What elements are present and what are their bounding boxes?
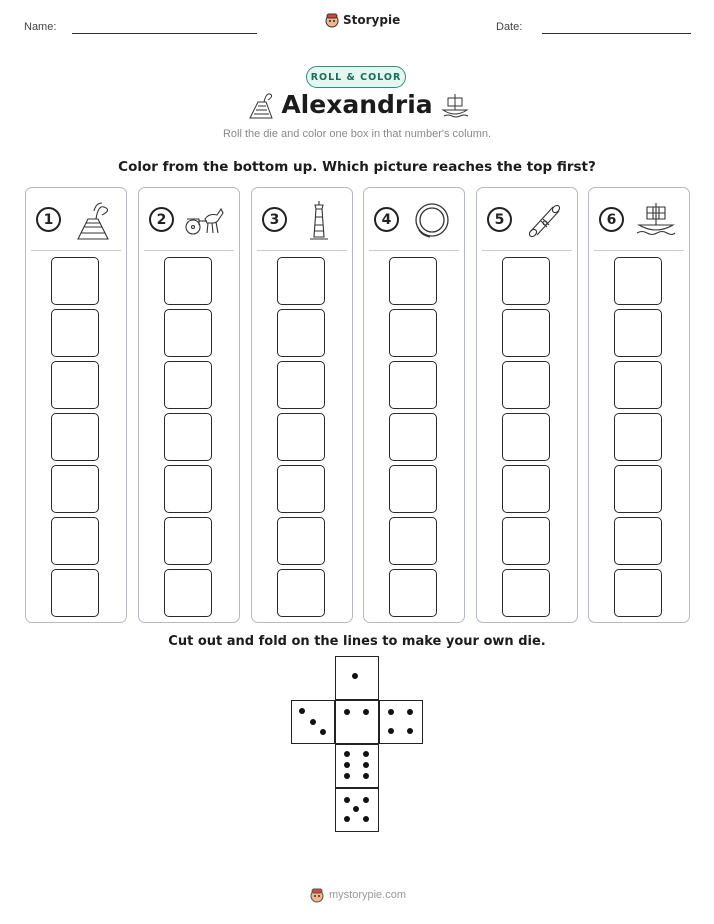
die-pip [310,719,316,725]
color-box[interactable] [164,361,212,409]
column-divider [257,250,347,251]
die-pip [344,762,350,768]
die-pip [344,816,350,822]
subtitle: Roll the die and color one box in that number's column. [222,128,492,140]
brand-name: Storypie [343,13,401,27]
die-pip [344,751,350,757]
color-box[interactable] [502,361,550,409]
footer-url[interactable]: mystorypie.com [329,889,407,901]
horse-chariot-icon [183,197,229,243]
storypie-mascot-icon [309,887,325,903]
die-pip [299,708,305,714]
page-title: Alexandria [281,90,433,119]
color-box[interactable] [502,413,550,461]
column-divider [31,250,121,251]
color-box[interactable] [389,413,437,461]
column-5 [476,187,578,623]
color-box[interactable] [277,257,325,305]
die-pip [352,673,358,679]
storypie-mascot-icon [324,12,340,28]
brand-logo [324,12,400,28]
color-box[interactable] [614,413,662,461]
color-box[interactable] [51,361,99,409]
footer [309,887,406,903]
die-face-2[interactable] [291,700,335,744]
die-pip [407,728,413,734]
staircase-monument-icon [70,197,116,243]
color-box[interactable] [389,257,437,305]
die-pip [363,773,369,779]
color-box[interactable] [614,517,662,565]
color-box[interactable] [389,309,437,357]
column-number: 5 [487,207,512,232]
die-pip [363,816,369,822]
die-caption: Cut out and fold on the lines to make your own die. [168,634,546,649]
color-box[interactable] [164,517,212,565]
color-box[interactable] [502,465,550,513]
color-box[interactable] [389,465,437,513]
color-box[interactable] [277,309,325,357]
die-face-4[interactable] [379,700,423,744]
die-pip [388,728,394,734]
color-box[interactable] [51,309,99,357]
color-box[interactable] [614,465,662,513]
die-pip [363,762,369,768]
column-divider [144,250,234,251]
sailing-ship-icon [440,90,470,122]
die-pip [344,797,350,803]
color-box[interactable] [51,465,99,513]
color-box[interactable] [502,257,550,305]
color-box[interactable] [277,517,325,565]
column-divider [482,250,572,251]
color-box[interactable] [389,517,437,565]
color-box[interactable] [277,465,325,513]
color-box[interactable] [614,361,662,409]
name-label: Name: [24,21,57,33]
die-pip [363,751,369,757]
die-face-1-top[interactable] [335,656,379,700]
column-number: 1 [36,207,61,232]
column-divider [594,250,684,251]
color-box[interactable] [51,413,99,461]
column-3 [251,187,353,623]
die-pip [353,806,359,812]
die-pip [344,773,350,779]
instruction-text: Color from the bottom up. Which picture reaches the top first? [118,159,596,175]
color-box[interactable] [614,309,662,357]
color-box[interactable] [164,257,212,305]
color-box[interactable] [502,569,550,617]
date-line[interactable] [542,33,691,34]
die-pip [320,729,326,735]
color-box[interactable] [164,309,212,357]
sailing-ship-icon [633,197,679,243]
date-label: Date: [496,21,523,33]
color-box[interactable] [389,569,437,617]
color-box[interactable] [502,309,550,357]
coin-icon [408,197,454,243]
color-box[interactable] [51,517,99,565]
die-pip [388,709,394,715]
column-number: 4 [374,207,399,232]
column-number: 6 [599,207,624,232]
color-box[interactable] [51,569,99,617]
color-box[interactable] [389,361,437,409]
activity-tag: ROLL & COLOR [306,66,406,88]
color-box[interactable] [277,569,325,617]
color-box[interactable] [164,465,212,513]
scroll-icon [521,197,567,243]
column-divider [369,250,459,251]
color-box[interactable] [614,257,662,305]
die-pip [363,797,369,803]
lighthouse-icon [296,197,342,243]
color-box[interactable] [614,569,662,617]
color-box[interactable] [502,517,550,565]
color-box[interactable] [51,257,99,305]
column-1 [25,187,127,623]
die-pip [363,709,369,715]
die-pip [344,709,350,715]
column-number: 3 [262,207,287,232]
name-line[interactable] [72,33,257,34]
color-box[interactable] [277,361,325,409]
column-4 [363,187,465,623]
column-number: 2 [149,207,174,232]
column-2 [138,187,240,623]
color-box[interactable] [164,569,212,617]
column-6 [588,187,690,623]
die-face-1-center[interactable] [335,700,379,744]
die-face-6[interactable] [335,744,379,788]
color-box[interactable] [164,413,212,461]
die-face-5[interactable] [335,788,379,832]
color-box[interactable] [277,413,325,461]
die-pip [407,709,413,715]
